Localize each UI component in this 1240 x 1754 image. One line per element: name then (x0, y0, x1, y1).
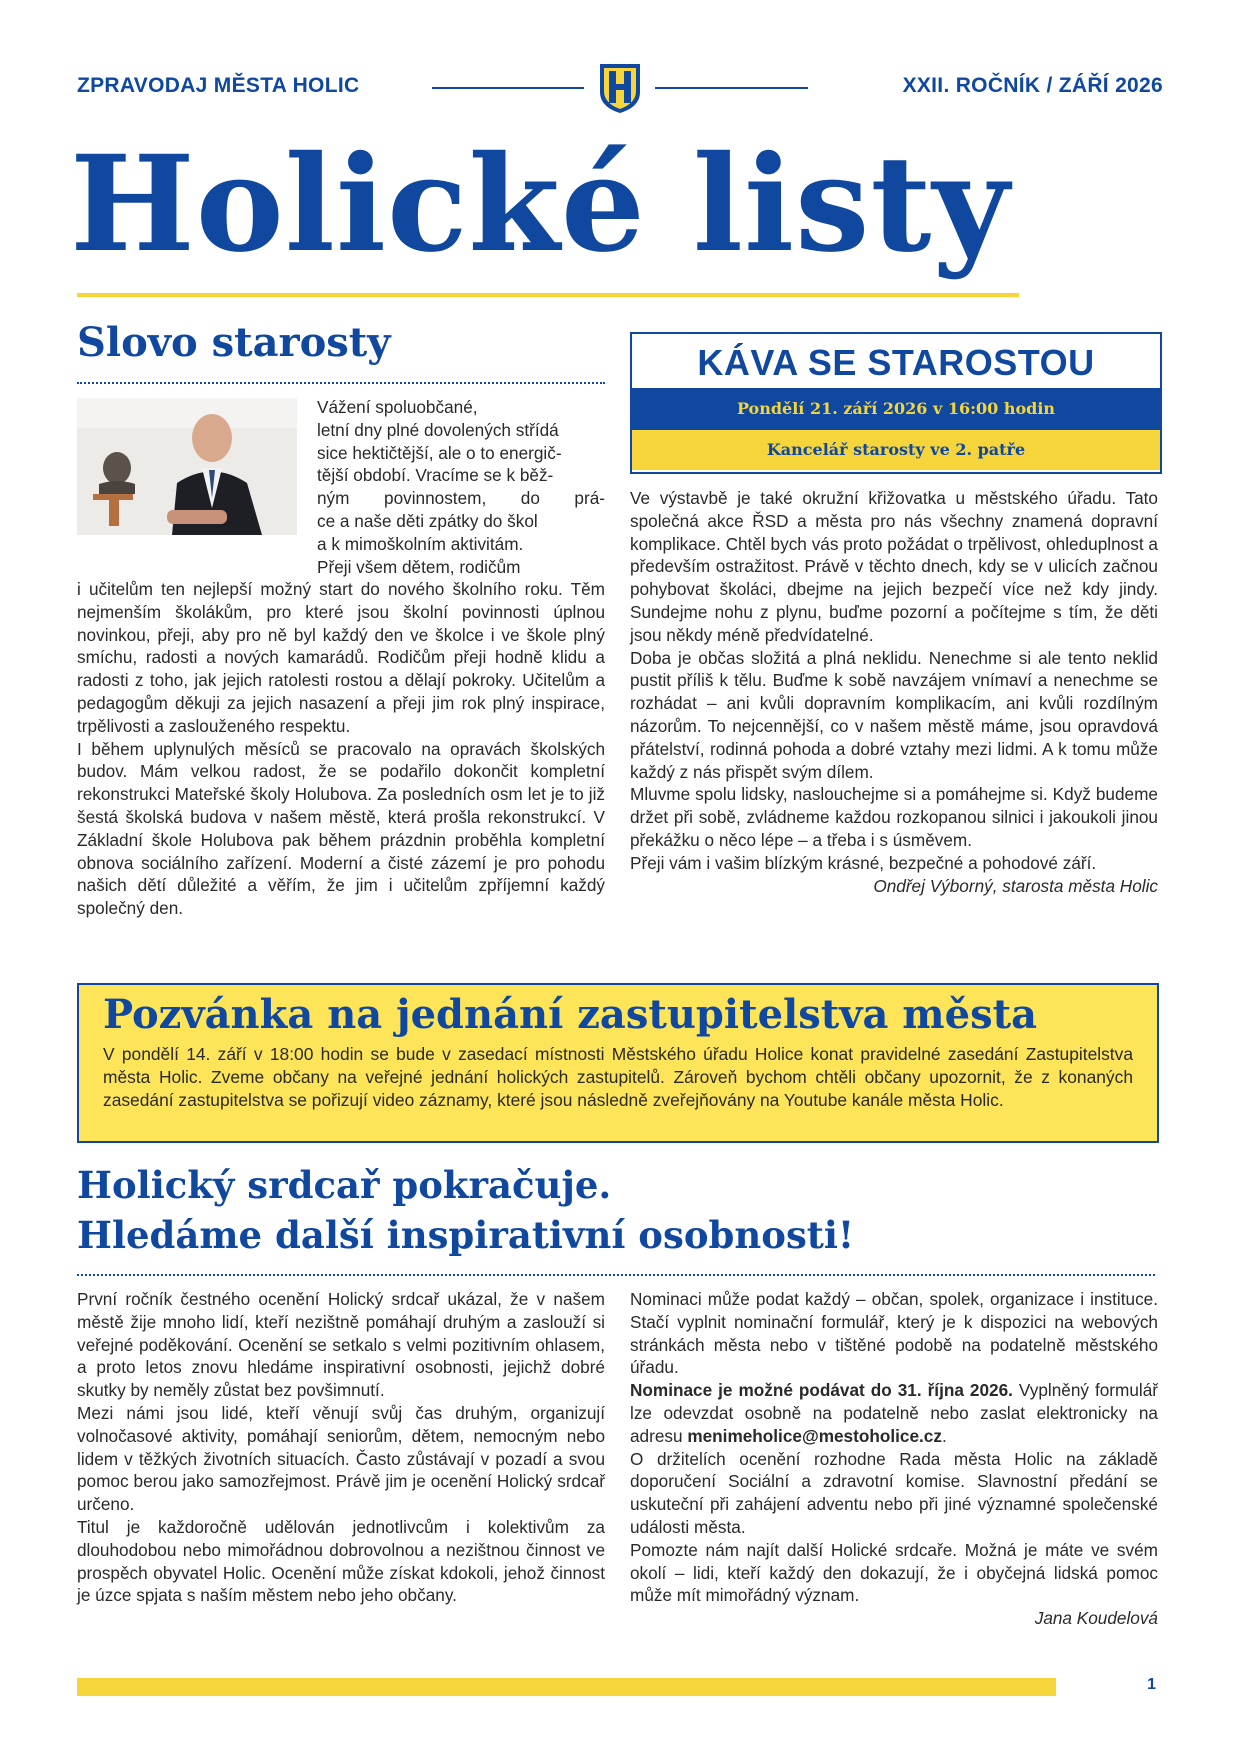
intro-line: ným povinnostem, do prá- (317, 488, 605, 509)
signature: Jana Koudelová (1034, 1608, 1158, 1629)
mayor-photo (77, 398, 297, 535)
paragraph-text: . (941, 1425, 947, 1446)
pozvanka-box (77, 983, 1159, 1143)
intro-line: sice hektičtější, ale o to energič- (317, 442, 562, 463)
kava-title: KÁVA SE STAROSTOU (697, 342, 1095, 383)
title-underline (77, 293, 1019, 297)
signature: Ondřej Výborný, starosta města Holic (873, 875, 1158, 896)
section-heading-slovo (77, 318, 605, 384)
paragraph: Doba je občas složitá a plná neklidu. Nenechme si ale tento neklid pustit příliš k tělu. Buďme k sobě navzájem vnímaví a nenechme se rozhádat – ani kvůli dopravním komplikacím, ani kvůli rozdílným názorům. To nejcennější, co v našem městě máme, jsou opravdová přátelství, rodinná pohoda a dobré vztahy mezi lidmi. A k tomu může každý z nás přispět svým dílem. (630, 647, 1158, 782)
slovo-intro (317, 396, 605, 578)
paragraph: O držitelích ocenění rozhodne Rada města Holic na základě doporučení Sociální a zdravotní komise. Slavnostní předání se uskuteční při zahájení adventu nebo při jiné významné společenské události města. (630, 1448, 1158, 1537)
kava-location: Kancelář starosty ve 2. patře (632, 430, 1160, 470)
paragraph: První ročník čestného ocenění Holický srdcař ukázal, že v našem městě žije mnoho lidí, kteří nezištně pomáhají druhým a zaslouží si veřejné poděkování. Ocenění se setkalo s velmi pozitivním ohlasem, a proto letos znovu hledáme inspirativní osobnosti, jejichž dobré skutky by neměly zůstat bez povšimnutí. (77, 1289, 605, 1401)
intro-line: tější období. Vracíme se k běž- (317, 465, 554, 486)
section-heading-srdcar (77, 1160, 1155, 1276)
paragraph: Ve výstavbě je také okružní křižovatka u městského úřadu. Tato společná akce ŘSD a města pro nás všechny znamená dopravní komplikace. Chtěl bych vás proto požádat o trpělivost, ohleduplnost a především ostražitost. Právě v těchto dnech, kdy se v ulicích začnou pohybovat školáci, dbejme na jejich bezpečí více než kdy jindy. Sundejme nohu z plynu, buďme pozorní a počítejme s tím, že děti jsou někdy méně předvídatelné. (630, 488, 1158, 645)
kava-date: Pondělí 21. září 2026 v 16:00 hodin (630, 388, 1162, 430)
paragraph: Titul je každoročně udělován jednotlivcům i kolektivům za dlouhodobou nebo mimořádnou dobrovolnou a nezištnou činnost ve prospěch obyvatel Holic. Ocenění může získat kdokoli, jehož činnost je úzce spjata s naším městem nebo jeho občany. (77, 1516, 605, 1606)
slovo-right-column (630, 487, 1158, 897)
issue-number: XXII. ROČNÍK / ZÁŘÍ 2026 (902, 74, 1163, 97)
paragraph: Pomozte nám najít další Holické srdcaře. Možná je máte ve svém okolí – lidi, kteří každý den dokazují, že i obyčejná lidská pomoc může mít mimořádný význam. (630, 1539, 1158, 1606)
paragraph-text: Vyplněný formulář lze odevzdat osobně na podatelně nebo zaslat elektronicky na adresu (630, 1380, 1158, 1446)
pozvanka-heading: Pozvánka na jednání zastupitelstva města (103, 991, 1037, 1038)
page-number: 1 (1147, 1676, 1156, 1693)
paragraph: Mezi námi jsou lidé, kteří věnují svůj čas druhým, organizují volnočasové aktivity, pomáhají seniorům, dětem, nemocným nebo lidem v těžkých životních situacích. Často zůstávají v pozadí a svou pomoc berou jako samozřejmost. Právě jim je ocenění Holický srdcař určeno. (77, 1402, 605, 1515)
intro-line: ce a naše děti zpátky do škol (317, 510, 538, 531)
paragraph: i učitelům ten nejlepší možný start do nového školního roku. Těm nejmenším školákům, pro které jsou školní povinnosti úplnou novinkou, přeji, aby pro ně byl každý den ve školce i ve škole plný smíchu, radosti a nových kamarádů. Rodičům přeji hodně klidu a radosti z toho, jak jejich ratolesti rostou a dělají pokroky. Učitelům a pedagogům děkuji za jejich nasazení a přeji jim rok plný inspirace, trpělivosti a zaslouženého respektu. (77, 579, 605, 736)
paragraph: Nominaci může podat každý – občan, spolek, organizace i instituce. Stačí vyplnit nominační formulář, který je k dispozici na webových stránkách města nebo v tištěné podobě na podatelně městského úřadu. (630, 1289, 1158, 1378)
intro-line: letní dny plné dovolených střídá (317, 419, 559, 440)
kava-se-starostou-box (630, 332, 1162, 474)
publication-name: ZPRAVODAJ MĚSTA HOLIC (77, 74, 360, 97)
paragraph (630, 1379, 1158, 1447)
srdcar-heading-line2: Hledáme další inspirativní osobnosti! (77, 1213, 855, 1257)
slovo-heading: Slovo starosty (77, 319, 391, 366)
masthead-rule-right (655, 87, 808, 89)
mayor-photo-image (77, 398, 297, 535)
intro-line: Vážení spoluobčané, (317, 397, 478, 417)
paragraph: Přeji vám i vašim blízkým krásné, bezpečné a pohodové září. (630, 852, 1097, 873)
pozvanka-text: V pondělí 14. září v 18:00 hodin se bude v zasedací místnosti Městského úřadu Holice konat pravidelné zasedání Zastupitelstva města Holic. Zveme občany na veřejné jednání holických zastupitelů. Zároveň bychom chtěli občany upozornit, že z konaných zasedání zastupitelstva se pořizují video záznamy, které jsou následně zveřejňovány na Youtube kanále města Holic. (103, 1044, 1133, 1110)
deadline: Nominace je možné podávat do 31. října 2026. (630, 1380, 1013, 1401)
footer-bar (77, 1678, 1056, 1696)
email-link[interactable]: menimeholice@mestoholice.cz (687, 1425, 942, 1446)
newspaper-title: Holické listy (70, 127, 1011, 282)
paragraph: Mluvme spolu lidsky, naslouchejme si a pomáhejme si. Když budeme držet při sobě, zvládneme každou rozkopanou silnici i jakoukoli jinou překážku o něco lépe – a třeba i s úsměvem. (630, 784, 1158, 850)
slovo-left-column (77, 578, 605, 920)
holice-coat-of-arms-icon (598, 62, 642, 114)
intro-line: a k mimoškolním aktivitám. (317, 533, 524, 554)
srdcar-left-column (77, 1288, 605, 1607)
masthead-rule-left (432, 87, 584, 89)
srdcar-heading-line1: Holický srdcař pokračuje. (77, 1163, 612, 1207)
intro-line: Přeji všem dětem, rodičům (317, 556, 521, 577)
srdcar-right-column (630, 1288, 1158, 1630)
paragraph: I během uplynulých měsíců se pracovalo na opravách školských budov. Mám velkou radost, že se podařilo dokončit kompletní rekonstrukci Mateřské školy Holubova. Za posledních osm let je to již šestá školská budova v našem městě, která prošla rekonstrukcí. V Základní škole Holubova pak během prázdnin proběhla kompletní obnova sociálního zařízení. Moderní a čisté zázemí je pro pohodu našich dětí důležité a věřím, že jim i učitelům zpříjemní každý společný den. (77, 738, 605, 919)
